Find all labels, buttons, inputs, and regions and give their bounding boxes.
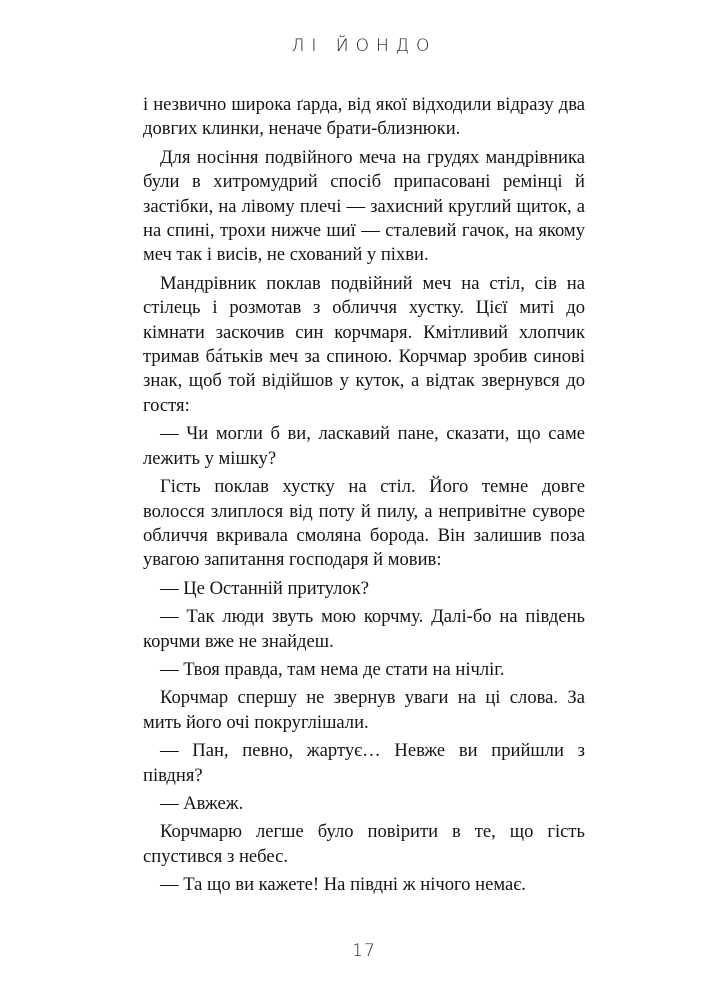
running-header: ЛІ ЙОНДО bbox=[291, 36, 437, 56]
dialogue-line: — Це Останній притулок? bbox=[160, 577, 369, 599]
body-text bbox=[143, 93, 585, 898]
paragraph: Для носіння подвійного меча на грудях мандрівника були в хитромудрий спосіб припасовані ремінці й застібки, на лівому плечі — захисний круглий щиток, а на спині, трохи нижче шиї — сталевий гачок, на якому меч так і висів, не схований у піхви. bbox=[143, 146, 585, 266]
dialogue-line: — Твоя правда, там нема де стати на нічліг. bbox=[160, 658, 505, 680]
paragraph: і незвично широка ґарда, від якої відходили відразу два довгих клинки, неначе брати-близнюки. bbox=[143, 94, 585, 140]
page-number: 17 bbox=[352, 941, 376, 961]
dialogue-line: — Чи могли б ви, ласкавий пане, сказати, що саме лежить у мішку? bbox=[143, 423, 585, 469]
dialogue-line: — Так люди звуть мою корчму. Далі-бо на південь корчми вже не знайдеш. bbox=[143, 606, 585, 652]
paragraph: Корчмарю легше було повірити в те, що гість спустився з небес. bbox=[143, 821, 585, 867]
dialogue-line: — Авжеж. bbox=[160, 792, 244, 814]
paragraph: Гість поклав хустку на стіл. Його темне довге волосся злиплося від поту й пилу, а непривітне суворе обличчя вкривала смоляна борода. Він залишив поза увагою запитання господаря й мовив: bbox=[143, 476, 585, 571]
paragraph: Корчмар спершу не звернув уваги на ці слова. За мить його очі покруглішали. bbox=[143, 687, 585, 733]
dialogue-line: — Та що ви кажете! На півдні ж нічого немає. bbox=[160, 874, 526, 896]
paragraph: Мандрівник поклав подвійний меч на стіл, сів на стілець і розмотав з обличчя хустку. Цієї миті до кімнати заскочив син корчмаря. Кмітливий хлопчик тримав бáтьків меч за спиною. Корчмар зробив синові знак, щоб той відійшов у куток, а відтак звернувся до гостя: bbox=[143, 272, 585, 416]
dialogue-line: — Пан, певно, жартує… Невже ви прийшли з півдня? bbox=[143, 740, 585, 786]
